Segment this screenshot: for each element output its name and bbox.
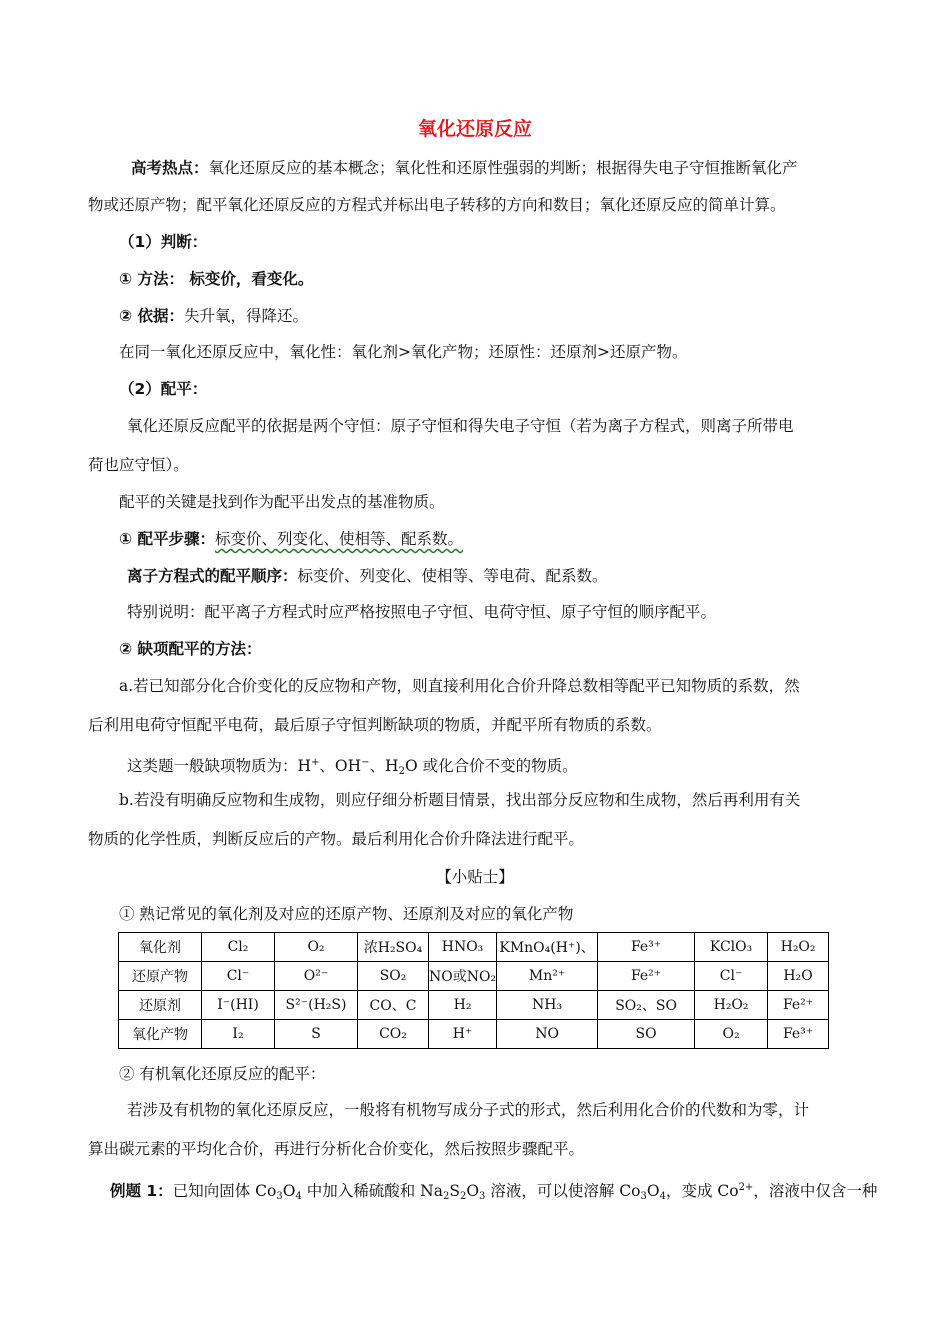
tips-item-2: ② 有机氧化还原反应的配平： [119, 1065, 326, 1083]
missing-a-line-2: 后利用电荷守恒配平电荷，最后原子守恒判断缺项的物质，并配平所有物质的系数。 [88, 716, 662, 734]
table-cell: Cl⁻ [202, 962, 275, 991]
judge-basis: ② 依据：失升氧，得降还。 [119, 307, 309, 325]
missing-common-items: 这类题一般缺项物质为：H+、OH−、$H_2O$ 或化合价不变的物质。 [127, 757, 578, 777]
balance-note: 特别说明：配平离子方程式时应严格按照电子守恒、电荷守恒、原子守恒的顺序配平。 [127, 603, 717, 621]
table-cell: 浓H₂SO₄ [358, 933, 429, 962]
table-row [119, 962, 829, 991]
table-cell: O₂ [275, 933, 358, 962]
hot-topics-line-2: 物或还原产物；配平氧化还原反应的方程式并标出电子转移的方向和数目；氧化还原反应的简单计算。 [88, 196, 786, 214]
table-cell: Mn²⁺ [497, 962, 598, 991]
table-cell: H₂O [768, 962, 829, 991]
table-cell: KMnO₄(H⁺)、 [497, 933, 598, 962]
table-cell: S²⁻(H₂S) [275, 991, 358, 1020]
table-cell: Cl⁻ [695, 962, 768, 991]
tips-item-1: ① 熟记常见的氧化剂及对应的还原产物、还原剂及对应的氧化产物 [119, 905, 574, 923]
table-row [119, 991, 829, 1020]
table-cell: NO [497, 1020, 598, 1049]
table-cell: Fe²⁺ [768, 991, 829, 1020]
balance-basis-line-1: 氧化还原反应配平的依据是两个守恒：原子守恒和得失电子守恒（若为离子方程式，则离子所带电 [127, 417, 794, 435]
table-cell: Fe²⁺ [598, 962, 695, 991]
table-cell: I₂ [202, 1020, 275, 1049]
redox-pairs-table [118, 932, 829, 1049]
table-cell: SO₂、SO [598, 991, 695, 1020]
organic-line-2: 算出碳元素的平均化合价，再进行分析化合价变化，然后按照步骤配平。 [88, 1140, 585, 1158]
balance-key: 配平的关键是找到作为配平出发点的基准物质。 [119, 493, 445, 511]
table-cell: 氧化剂 [119, 933, 202, 962]
document-title: 氧化还原反应 [417, 118, 532, 140]
hot-topics-label: 高考热点： [131, 159, 209, 177]
table-cell: NH₃ [497, 991, 598, 1020]
judge-heading: （1）判断： [119, 233, 208, 251]
balance-ion-order: 离子方程式的配平顺序：标变价、列变化、使相等、等电荷、配系数。 [127, 567, 608, 585]
table-cell: 还原产物 [119, 962, 202, 991]
table-cell: KClO₃ [695, 933, 768, 962]
hot-topics-line-1: 高考热点：氧化还原反应的基本概念；氧化性和还原性强弱的判断；根据得失电子守恒推断氧化产 [131, 159, 798, 177]
table-cell: HNO₃ [429, 933, 497, 962]
table-cell: SO [598, 1020, 695, 1049]
table-cell: H⁺ [429, 1020, 497, 1049]
table-row [119, 1020, 829, 1049]
table-cell: CO、C [358, 991, 429, 1020]
table-row [119, 933, 829, 962]
table-cell: CO₂ [358, 1020, 429, 1049]
table-cell: Cl₂ [202, 933, 275, 962]
missing-b-line-2: 物质的化学性质，判断反应后的产物。最后利用化合价升降法进行配平。 [88, 830, 585, 848]
balance-basis-line-2: 荷也应守恒）。 [88, 456, 189, 474]
table-cell: Fe³⁺ [768, 1020, 829, 1049]
balance-steps: ① 配平步骤：标变价、列变化、使相等、配系数。 [119, 530, 464, 548]
balance-heading: （2）配平： [119, 380, 208, 398]
missing-a-line-1: a.若已知部分化合价变化的反应物和产物，则直接利用化合价升降总数相等配平已知物质的系数，然 [119, 677, 800, 695]
table-cell: SO₂ [358, 962, 429, 991]
table-cell: 还原剂 [119, 991, 202, 1020]
missing-b-line-1: b.若没有明确反应物和生成物，则应仔细分析题目情景，找出部分反应物和生成物，然后再利用有关 [119, 791, 801, 809]
missing-heading: ② 缺项配平的方法： [119, 640, 262, 658]
tips-heading: 【小贴士】 [436, 868, 514, 886]
judge-method: ① 方法： 标变价，看变化。 [119, 270, 314, 288]
table-cell: H₂O₂ [695, 991, 768, 1020]
table-cell: H₂O₂ [768, 933, 829, 962]
table-cell: H₂ [429, 991, 497, 1020]
organic-line-1: 若涉及有机物的氧化还原反应，一般将有机物写成分子式的形式，然后利用化合价的代数和为零，计 [127, 1101, 810, 1119]
table-cell: O²⁻ [275, 962, 358, 991]
table-cell: S [275, 1020, 358, 1049]
table-cell: 氧化产物 [119, 1020, 202, 1049]
judge-compare: 在同一氧化还原反应中，氧化性：氧化剂>氧化产物；还原性：还原剂>还原产物。 [119, 343, 688, 361]
table-cell: NO或NO₂ [429, 962, 497, 991]
table-cell: I⁻(HI) [202, 991, 275, 1020]
example-1: 例题 1：已知向固体 $Co_3O_4$ 中加入稀硫酸和 $Na_2S_2O_3$ 溶液，可以使溶解 $Co_3O_4$，变成 $Co^{2+}$，溶液中仅含一种 [110, 1182, 878, 1202]
table-cell: Fe³⁺ [598, 933, 695, 962]
table-cell: O₂ [695, 1020, 768, 1049]
